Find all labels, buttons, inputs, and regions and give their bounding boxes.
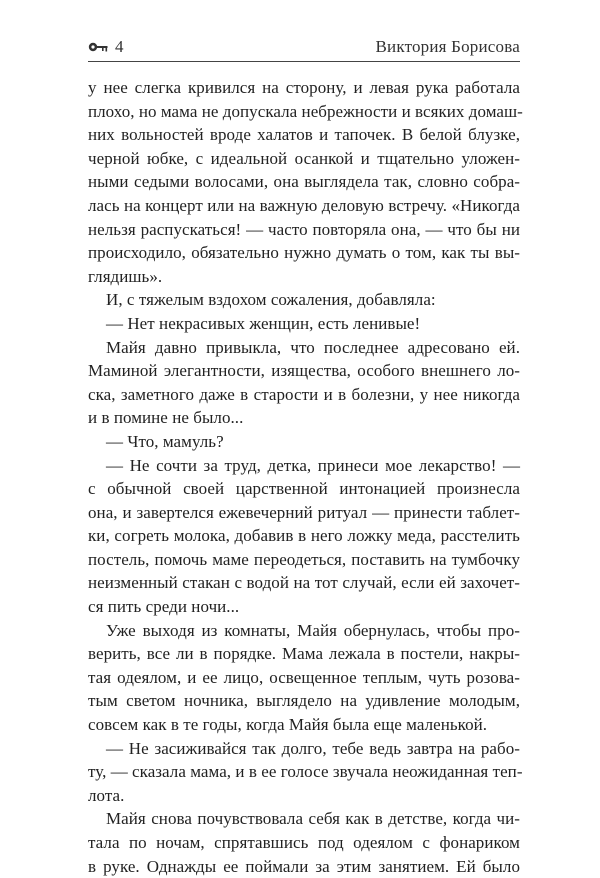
key-ornament-icon [88, 40, 110, 54]
text-line: постель, помочь маме переодеться, поставить на тумбочку [88, 549, 520, 569]
text-line: — Что, мамуль? [106, 431, 224, 451]
body-text [88, 76, 523, 878]
text-line: у нее слегка кривился на сторону, и левая рука работала [88, 78, 520, 97]
running-head-author: Виктория Борисова [375, 37, 520, 56]
page-header [88, 37, 520, 61]
text-line: — Не засиживайся так долго, тебе ведь завтра на рабо- [106, 738, 520, 758]
text-line: с обычной своей царственной интонацией произнесла [88, 479, 520, 499]
text-line: них вольностей вроде халатов и тапочек. В белой блузке, [88, 125, 520, 145]
text-line: ными седыми волосами, она выглядела так, словно собра- [88, 172, 520, 192]
text-line: И, с тяжелым вздохом сожаления, добавляла: [106, 290, 436, 310]
page-number: 4 [115, 37, 124, 56]
text-line: — Не сочти за труд, детка, принеси мое лекарство! — [106, 455, 520, 475]
text-line: плохо, но мама не допускала небрежности и всяких домаш- [88, 101, 523, 121]
header-divider [88, 61, 520, 62]
text-line: ска, заметного даже в старости и в болезни, у нее никогда [88, 384, 520, 404]
text-line: она, и завертелся ежевечерний ритуал — принести таблет- [88, 502, 520, 522]
text-line: верить, все ли в порядке. Мама лежала в постели, накры- [88, 644, 520, 664]
text-line: глядишь». [88, 266, 163, 286]
text-line: ки, согреть молока, добавив в него ложку меда, расстелить [88, 526, 520, 546]
text-line: происходило, обязательно нужно думать о том, как ты вы- [88, 243, 520, 263]
text-line: Уже выходя из комнаты, Майя обернулась, чтобы про- [106, 620, 520, 640]
text-line: нельзя распускаться! — часто повторяла она, — что бы ни [88, 219, 520, 239]
text-line: — Нет некрасивых женщин, есть ленивые! [106, 313, 421, 333]
text-line: в руке. Однажды ее поймали за этим занятием. Ей было [88, 856, 520, 876]
text-line: совсем как в те годы, когда Майя была еще маленькой. [88, 715, 488, 735]
text-line: Маминой элегантности, изящества, особого внешнего ло- [88, 361, 520, 381]
text-line: тым светом ночника, выглядело на удивление молодым, [88, 691, 520, 711]
text-line: лота. [88, 785, 125, 805]
text-line: и в помине не было... [88, 408, 244, 428]
text-line: тала по ночам, спрятавшись под одеялом с фонариком [88, 833, 520, 852]
text-line: черной юбке, с идеальной осанкой и тщательно уложен- [88, 148, 520, 168]
text-line: ся пить среди ночи... [88, 597, 240, 617]
text-line: Майя давно привыкла, что последнее адресовано ей. [106, 337, 520, 357]
text-line: неизменный стакан с водой на тот случай, если ей захочет- [88, 573, 520, 593]
text-line: ту, — сказала мама, и в ее голосе звучала неожиданная теп- [88, 762, 523, 782]
text-line: тая одеялом, и ее лицо, освещенное теплым, чуть розова- [88, 667, 520, 687]
text-line: лась на концерт или на важную деловую встречу. «Никогда [88, 195, 520, 215]
text-line: Майя снова почувствовала себя как в детстве, когда чи- [106, 809, 520, 829]
